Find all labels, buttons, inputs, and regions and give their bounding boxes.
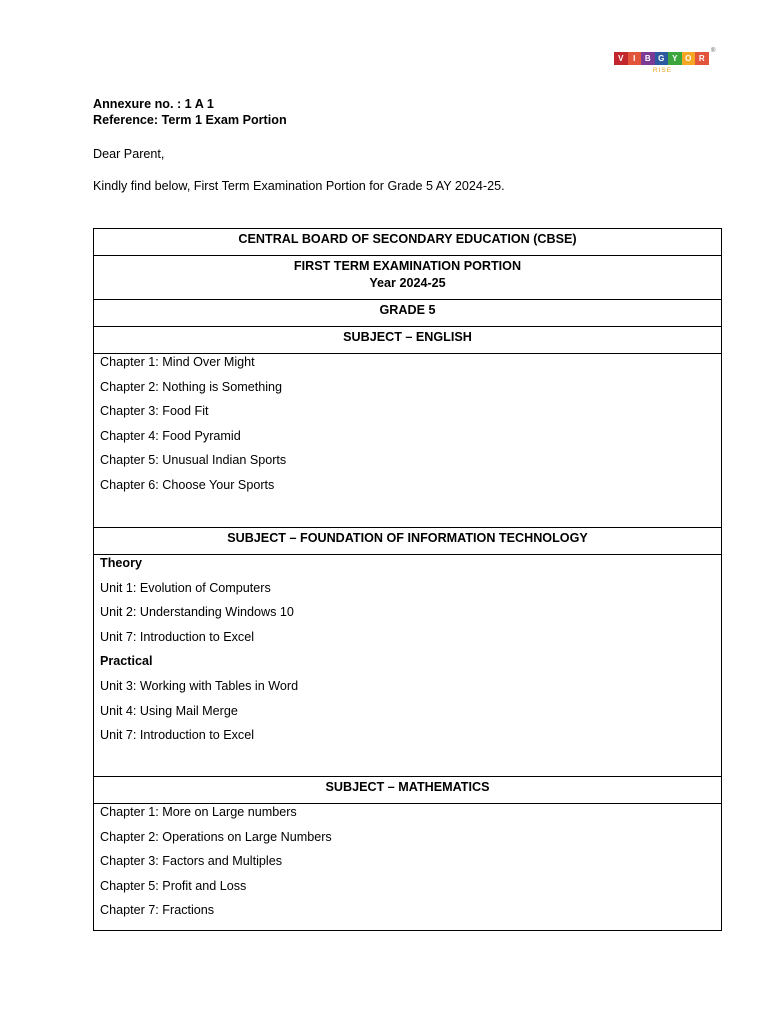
subject-portion-list xyxy=(94,804,721,930)
portion-item: Unit 7: Introduction to Excel xyxy=(100,728,255,743)
logo-letter-blocks xyxy=(614,52,718,65)
portion-item: Chapter 2: Nothing is Something xyxy=(100,379,283,394)
portion-item: Chapter 5: Profit and Loss xyxy=(100,878,247,893)
section-label: Practical xyxy=(100,654,153,669)
portion-item: Unit 2: Understanding Windows 10 xyxy=(100,605,294,620)
logo-letter: O xyxy=(682,52,696,65)
exam-year: Year 2024-25 xyxy=(369,276,446,290)
vibgyor-logo xyxy=(614,48,718,82)
subject-title: SUBJECT – MATHEMATICS xyxy=(325,780,490,794)
logo-letter: I xyxy=(628,52,642,65)
portion-item: Chapter 7: Fractions xyxy=(100,903,215,918)
logo-subtitle: RISE xyxy=(652,67,673,74)
section-label: Theory xyxy=(100,556,142,570)
logo-letter: G xyxy=(655,52,669,65)
subject-header xyxy=(94,327,721,354)
subject-title: SUBJECT – ENGLISH xyxy=(343,330,472,344)
annexure-number: Annexure no. : 1 A 1 xyxy=(93,97,214,111)
portion-item: Chapter 1: Mind Over Might xyxy=(100,355,255,369)
subject-title: SUBJECT – FOUNDATION OF INFORMATION TECHNOLOGY xyxy=(227,531,588,545)
subject-header xyxy=(94,528,721,555)
salutation: Dear Parent, xyxy=(93,147,165,161)
portion-item: Unit 4: Using Mail Merge xyxy=(100,703,238,718)
portion-item: Chapter 1: More on Large numbers xyxy=(100,805,297,819)
logo-letter: R xyxy=(695,52,709,65)
portion-item: Chapter 3: Factors and Multiples xyxy=(100,854,282,869)
board-title: CENTRAL BOARD OF SECONDARY EDUCATION (CBSE) xyxy=(238,232,577,246)
registered-mark: ® xyxy=(711,48,716,54)
portion-item: Chapter 4: Food Pyramid xyxy=(100,428,241,443)
intro-text: Kindly find below, First Term Examination Portion for Grade 5 AY 2024-25. xyxy=(93,179,505,193)
subject-header xyxy=(94,777,721,804)
logo-letter: B xyxy=(641,52,655,65)
portion-item: Unit 7: Introduction to Excel xyxy=(100,629,255,644)
exam-title-cell xyxy=(94,256,721,300)
subjects-container xyxy=(94,327,721,930)
logo-letter: V xyxy=(614,52,628,65)
exam-title: FIRST TERM EXAMINATION PORTION xyxy=(293,259,522,273)
subject-portion-list xyxy=(94,555,721,777)
portion-item: Chapter 3: Food Fit xyxy=(100,404,209,419)
reference-line: Reference: Term 1 Exam Portion xyxy=(93,113,287,127)
subject-portion-list xyxy=(94,354,721,528)
logo-letter: Y xyxy=(668,52,682,65)
exam-portion-table xyxy=(93,228,722,931)
board-header xyxy=(94,229,721,256)
portion-item: Chapter 5: Unusual Indian Sports xyxy=(100,453,287,468)
portion-item: Unit 1: Evolution of Computers xyxy=(100,580,271,595)
grade-label: GRADE 5 xyxy=(379,303,436,317)
portion-item: Chapter 6: Choose Your Sports xyxy=(100,477,275,492)
grade-cell xyxy=(94,300,721,327)
portion-item: Unit 3: Working with Tables in Word xyxy=(100,678,299,693)
portion-item: Chapter 2: Operations on Large Numbers xyxy=(100,829,332,844)
